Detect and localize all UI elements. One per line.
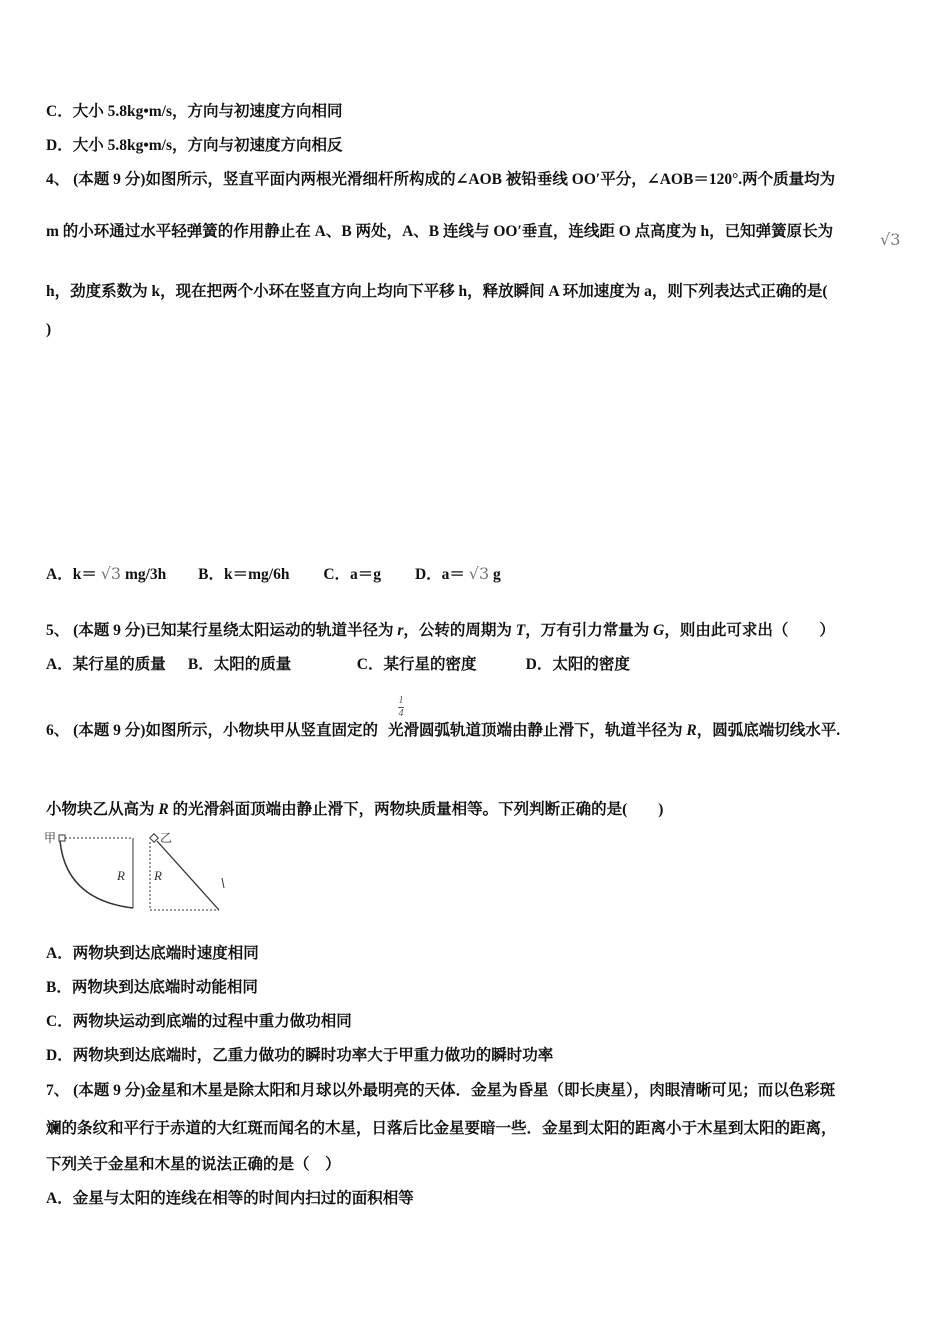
q3-option-c: C．大小 5.8kg•m/s，方向与初速度方向相同: [46, 103, 343, 120]
label-r-1: R: [117, 868, 125, 883]
incline: [157, 841, 219, 910]
label-yi: 乙: [160, 831, 173, 845]
stray-mark: [222, 878, 224, 888]
q6-option-c: C．两物块运动到底端的过程中重力做功相同: [46, 1013, 352, 1030]
q3-option-d: D．大小 5.8kg•m/s，方向与初速度方向相反: [46, 137, 343, 154]
q6-line1: 6、 (本题 9 分)如图所示，小物块甲从竖直固定的 光滑圆弧轨道顶端由静止滑下，轨道半径为 R，圆弧底端切线水平.: [46, 722, 841, 739]
q4-line2-text: m 的小环通过水平轻弹簧的作用静止在 A、B 两处，A、B 连线与 OO′垂直，连线距 O 点高度为 h，已知弹簧原长为: [46, 223, 834, 240]
q5-option-d: D．太阳的密度: [525, 656, 630, 673]
block-jia: [59, 835, 65, 841]
q5-option-b: B．太阳的质量: [187, 656, 292, 673]
q7-line2: 斓的条纹和平行于赤道的大红斑而闻名的木星，日落后比金星要暗一些．金星到太阳的距离小于木星到太阳的距离，: [46, 1120, 837, 1137]
label-jia: 甲: [44, 831, 57, 845]
q4-line3: h，劲度系数为 k，现在把两个小环在竖直方向上均向下平移 h，释放瞬间 A 环加速度为 a，则下列表达式正确的是(: [46, 283, 828, 300]
q7-line1: 7、 (本题 9 分)金星和木星是除太阳和月球以外最明亮的天体．金星为昏星（即长庚星），肉眼清晰可见；而以色彩斑: [46, 1082, 836, 1099]
q5-option-c: C．某行星的密度: [356, 656, 477, 673]
q6-line2: 小物块乙从高为 R 的光滑斜面顶端由静止滑下，两物块质量相等。下列判断正确的是( ): [46, 801, 664, 818]
q6-option-a: A．两物块到达底端时速度相同: [46, 945, 259, 962]
q4-option-b: B．k＝mg/6h: [198, 566, 290, 583]
label-r-2: R: [154, 868, 162, 883]
block-yi: [150, 834, 158, 842]
q5-line1: 5、 (本题 9 分)已知某行星绕太阳运动的轨道半径为 r，公转的周期为 T，万有引力常量为 G，则由此可求出（ ）: [46, 622, 835, 639]
q7-line3: 下列关于金星和木星的说法正确的是（ ）: [46, 1156, 341, 1173]
q5-option-a: A．某行星的质量: [46, 656, 166, 673]
q7-option-a: A．金星与太阳的连线在相等的时间内扫过的面积相等: [46, 1190, 414, 1207]
q6-figure: [44, 828, 234, 914]
q6-option-b: B．两物块到达底端时动能相同: [46, 979, 258, 996]
q4-line1: 4、 (本题 9 分)如图所示，竖直平面内两根光滑细杆所构成的∠AOB 被铅垂线 OO′平分，∠AOB＝120°.两个质量均为: [46, 171, 836, 188]
q4-options: [46, 564, 501, 585]
sqrt3-formula: √3: [880, 230, 901, 249]
q6-option-d: D．两物块到达底端时，乙重力做功的瞬时功率大于甲重力做功的瞬时功率: [46, 1047, 554, 1064]
q4-line4: ): [46, 321, 52, 338]
q4-option-c: C．a＝g: [323, 566, 382, 583]
q5-options: [46, 655, 630, 675]
q4-option-d: D．a＝ √3 g: [414, 564, 501, 583]
fraction-one-quarter: 1 4: [398, 695, 404, 719]
q4-option-a: A．k＝ √3 mg/3h: [46, 564, 167, 583]
q4-line2: [46, 222, 833, 242]
